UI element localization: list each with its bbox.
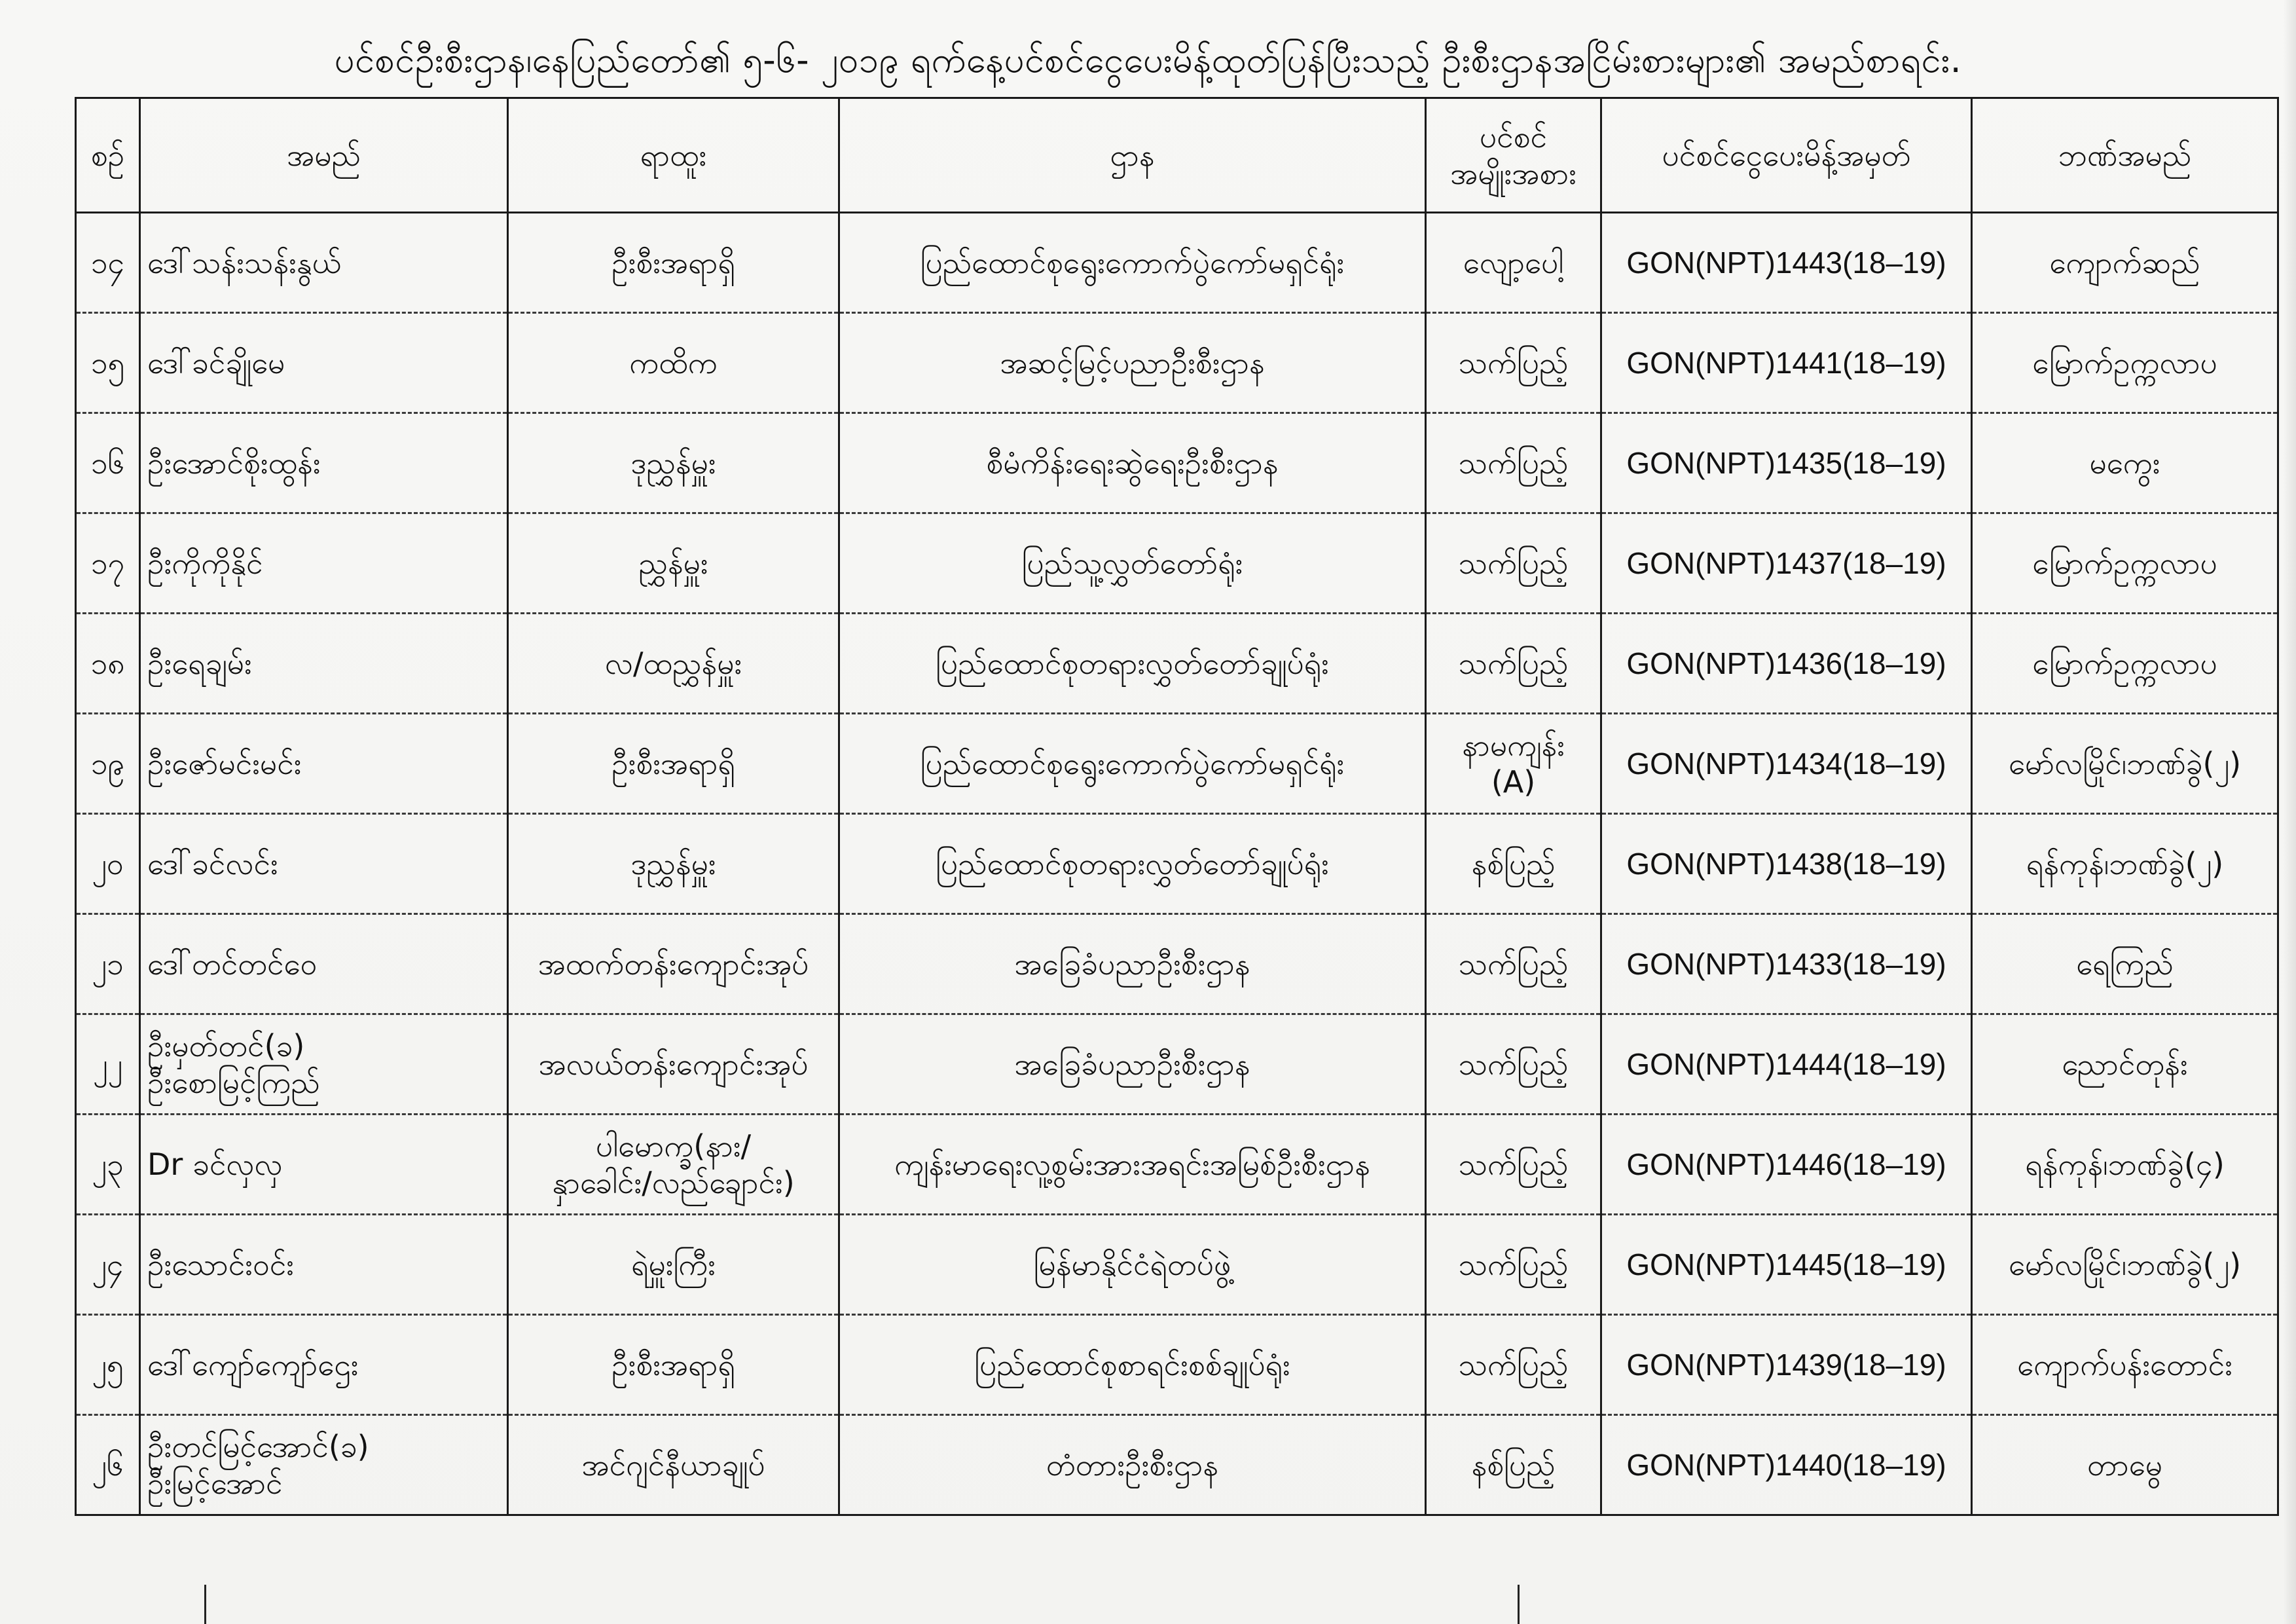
cell-pension-type [1426, 814, 1601, 914]
cell-name [140, 714, 508, 814]
cell-name-line1: Dr ခင်လှလှ [147, 1147, 283, 1182]
cell-name-line1: ဒေါ်တင်တင်ဝေ [147, 946, 318, 982]
table-row [76, 1215, 2278, 1315]
cell-department-line1: ပြည်ထောင်စုတရားလွှတ်တော်ချုပ်ရုံး [936, 846, 1329, 881]
cell-name-line1: ဦးရေချမ်း [147, 646, 252, 681]
cell-number-line1: ၂၀ [92, 846, 124, 881]
cell-pension-type [1426, 1215, 1601, 1315]
page-edge-shadow [2283, 0, 2296, 1624]
cell-number [76, 814, 140, 914]
cell-number [76, 1115, 140, 1215]
cell-order-number [1601, 814, 1972, 914]
cell-bank-name [1972, 413, 2278, 513]
cell-order-number [1601, 614, 1972, 714]
cell-rank [508, 1415, 839, 1515]
cell-number [76, 1215, 140, 1315]
cell-number [76, 914, 140, 1014]
cell-rank [508, 814, 839, 914]
cell-name-line1: ဦးသောင်းဝင်း [147, 1247, 294, 1282]
cell-pension-type-line1: သက်ပြည့် [1458, 1247, 1569, 1282]
header-row [76, 98, 2278, 213]
cell-order-number-line1: GON(NPT)1441(18–19) [1626, 346, 1946, 380]
cell-bank-name [1972, 513, 2278, 614]
cell-order-number-line1: GON(NPT)1435(18–19) [1626, 446, 1946, 480]
cell-name-line1: ဦးတင်မြင့်အောင်(ခ) [147, 1429, 369, 1464]
cell-name-line1: ဦးကိုကိုနိုင် [147, 545, 263, 581]
cell-pension-type [1426, 614, 1601, 714]
cell-pension-type [1426, 914, 1601, 1014]
cell-pension-type-line1: သက်ပြည့် [1458, 345, 1569, 380]
cell-pension-type-line1: သက်ပြည့် [1458, 1046, 1569, 1082]
cell-name [140, 1115, 508, 1215]
header-no: စဉ် [76, 98, 140, 213]
cell-department-line1: ပြည်ထောင်စုတရားလွှတ်တော်ချုပ်ရုံး [936, 646, 1329, 681]
cell-number-line1: ၂၂ [92, 1046, 123, 1082]
header-bank-name: ဘဏ်အမည် [1972, 98, 2278, 213]
cell-department [839, 1315, 1426, 1415]
cell-bank-name-line1: မကွေး [2089, 445, 2160, 481]
cell-pension-type [1426, 413, 1601, 513]
header-department: ဌာန [839, 98, 1426, 213]
cell-number-line1: ၁၈ [90, 646, 125, 681]
cell-number [76, 714, 140, 814]
cell-rank [508, 1315, 839, 1415]
cell-name [140, 1014, 508, 1115]
cell-order-number [1601, 914, 1972, 1014]
table-row [76, 1115, 2278, 1215]
cell-department [839, 513, 1426, 614]
cell-bank-name-line1: ရေကြည် [2076, 946, 2174, 982]
cell-bank-name [1972, 814, 2278, 914]
cell-department-line1: ကျန်းမာရေးလူ့စွမ်းအားအရင်းအမြစ်ဦးစီးဌာန [894, 1147, 1370, 1182]
cell-rank [508, 1215, 839, 1315]
cell-pension-type-line1: သက်ပြည့် [1458, 1347, 1569, 1382]
cell-bank-name [1972, 1014, 2278, 1115]
cell-name-line1: ဦးအောင်စိုးထွန်း [147, 445, 321, 481]
cell-department [839, 1014, 1426, 1115]
cell-number [76, 1415, 140, 1515]
cell-bank-name-line1: တာမွေ [2087, 1447, 2162, 1483]
cell-bank-name [1972, 914, 2278, 1014]
cell-order-number [1601, 313, 1972, 413]
cell-name [140, 213, 508, 313]
cell-department-line1: ပြည်ထောင်စုစာရင်းစစ်ချုပ်ရုံး [974, 1347, 1290, 1382]
cell-rank [508, 714, 839, 814]
cell-number [76, 1315, 140, 1415]
cell-order-number-line1: GON(NPT)1433(18–19) [1626, 947, 1946, 981]
table-row [76, 413, 2278, 513]
cell-pension-type [1426, 313, 1601, 413]
table-row [76, 513, 2278, 614]
cell-rank-line1: အလယ်တန်းကျောင်းအုပ် [538, 1046, 809, 1082]
cell-number [76, 614, 140, 714]
cell-name-line1: ဦးဇော်မင်းမင်း [147, 746, 302, 781]
table-row [76, 1014, 2278, 1115]
cell-rank-line1: အင်ဂျင်နီယာချုပ် [581, 1447, 765, 1483]
cell-rank-line2: နှာခေါင်း/လည်ချောင်း) [552, 1165, 795, 1200]
cell-department [839, 213, 1426, 313]
cell-pension-type-line1: နစ်ပြည့် [1471, 1447, 1556, 1483]
cell-pension-type-line1: သက်ပြည့် [1458, 1147, 1569, 1182]
cell-number-line1: ၁၇ [90, 545, 125, 581]
cell-number [76, 413, 140, 513]
cell-department-line1: မြန်မာနိုင်ငံရဲတပ်ဖွဲ့ [1033, 1247, 1231, 1282]
cell-bank-name-line1: ရန်ကုန်၊ဘဏ်ခွဲ(၂) [2026, 846, 2224, 881]
cell-pension-type [1426, 1415, 1601, 1515]
cell-department-line1: ပြည်သူ့လွှတ်တော်ရုံး [1021, 545, 1243, 581]
cell-department [839, 814, 1426, 914]
cell-bank-name [1972, 614, 2278, 714]
cell-order-number [1601, 1415, 1972, 1515]
cell-pension-type-line1: သက်ပြည့် [1458, 545, 1569, 581]
cell-department-line1: စီမံကိန်းရေးဆွဲရေးဦးစီးဌာန [986, 445, 1279, 481]
cell-rank-line1: ဦးစီးအရာရှိ [611, 746, 735, 781]
cell-order-number-line1: GON(NPT)1440(18–19) [1626, 1448, 1946, 1482]
table-body [76, 213, 2278, 1515]
table-row [76, 1415, 2278, 1515]
cell-number-line1: ၂၁ [92, 946, 124, 982]
cell-name [140, 313, 508, 413]
cell-order-number [1601, 714, 1972, 814]
header-pension-type-line2: အမျိုးအစား [1450, 156, 1576, 191]
cell-name [140, 1215, 508, 1315]
cell-order-number [1601, 513, 1972, 614]
cell-pension-type-line1: နစ်ပြည့် [1471, 846, 1556, 881]
cell-bank-name-line1: ကျောက်ပန်းတောင်း [2017, 1347, 2232, 1382]
cell-bank-name [1972, 213, 2278, 313]
cell-department [839, 1215, 1426, 1315]
cell-number-line1: ၂၅ [92, 1347, 124, 1382]
cell-number [76, 313, 140, 413]
cell-number-line1: ၂၄ [92, 1247, 124, 1282]
cell-department [839, 614, 1426, 714]
cell-name-line1: ဒေါ်ကျော်ကျော်ဌေး [147, 1347, 359, 1382]
table-row [76, 313, 2278, 413]
header-pension-type-line1: ပင်စင် [1479, 119, 1548, 155]
cell-rank [508, 413, 839, 513]
cell-pension-type-line1: လျော့ပေါ့ [1463, 245, 1564, 280]
cell-rank-line1: ညွှန်မှူး [638, 545, 708, 581]
cell-pension-type-line2: (A) [1491, 764, 1536, 800]
cell-department-line1: အခြေခံပညာဦးစီးဌာန [1014, 1046, 1250, 1082]
cell-pension-type-line1: သက်ပြည့် [1458, 946, 1569, 982]
cell-pension-type [1426, 1315, 1601, 1415]
cell-order-number-line1: GON(NPT)1445(18–19) [1626, 1247, 1946, 1282]
bottom-rule-left [204, 1585, 206, 1624]
cell-department-line1: အဆင့်မြင့်ပညာဦးစီးဌာန [1000, 345, 1265, 380]
bottom-rule-right [1518, 1585, 1520, 1624]
cell-name-line2: ဦးမြင့်အောင် [147, 1466, 283, 1501]
cell-order-number-line1: GON(NPT)1438(18–19) [1626, 847, 1946, 881]
header-name: အမည် [140, 98, 508, 213]
cell-rank [508, 614, 839, 714]
cell-bank-name-line1: မော်လမြိုင်၊ဘဏ်ခွဲ(၂) [2008, 1247, 2242, 1282]
cell-name [140, 513, 508, 614]
cell-pension-type-line1: သက်ပြည့် [1458, 646, 1569, 681]
cell-name-line1: ဦးမှတ်တင်(ခ) [147, 1028, 305, 1063]
cell-name-line1: ဒေါ်ခင်ချိုမေ [147, 345, 285, 380]
cell-name [140, 614, 508, 714]
cell-bank-name-line1: မြောက်ဥက္ကလာပ [2032, 646, 2217, 681]
cell-rank-line1: ရဲမှူးကြီး [631, 1247, 716, 1282]
cell-bank-name [1972, 714, 2278, 814]
cell-order-number [1601, 413, 1972, 513]
cell-bank-name-line1: မော်လမြိုင်၊ဘဏ်ခွဲ(၂) [2008, 746, 2242, 781]
cell-order-number [1601, 1215, 1972, 1315]
cell-bank-name-line1: ရန်ကုန်၊ဘဏ်ခွဲ(၄) [2025, 1147, 2225, 1182]
table-row [76, 914, 2278, 1014]
cell-name [140, 814, 508, 914]
cell-department [839, 714, 1426, 814]
cell-rank-line1: ဦးစီးအရာရှိ [611, 1347, 735, 1382]
cell-bank-name [1972, 1415, 2278, 1515]
cell-rank-line1: ဦးစီးအရာရှိ [611, 245, 735, 280]
header-pension-type [1426, 98, 1601, 213]
cell-order-number-line1: GON(NPT)1443(18–19) [1626, 246, 1946, 280]
cell-order-number-line1: GON(NPT)1444(18–19) [1626, 1047, 1946, 1081]
table-row [76, 213, 2278, 313]
cell-order-number-line1: GON(NPT)1434(18–19) [1626, 747, 1946, 781]
cell-department [839, 914, 1426, 1014]
cell-rank [508, 313, 839, 413]
cell-rank-line1: အထက်တန်းကျောင်းအုပ် [538, 946, 809, 982]
cell-number-line1: ၂၆ [92, 1447, 124, 1483]
cell-number-line1: ၁၅ [90, 345, 125, 380]
cell-pension-type-line1: နာမကျန်း [1462, 728, 1565, 763]
cell-rank [508, 213, 839, 313]
cell-department-line1: ပြည်ထောင်စုရွေးကောက်ပွဲကော်မရှင်ရုံး [920, 746, 1345, 781]
cell-order-number-line1: GON(NPT)1436(18–19) [1626, 646, 1946, 680]
pension-roster-table [75, 97, 2279, 1516]
cell-department [839, 1115, 1426, 1215]
cell-rank-line1: လ/ထညွှန်မှူး [604, 646, 742, 681]
cell-rank [508, 513, 839, 614]
cell-name-line1: ဒေါ်ခင်လင်း [147, 846, 278, 881]
table-row [76, 814, 2278, 914]
table-row [76, 614, 2278, 714]
cell-order-number-line1: GON(NPT)1439(18–19) [1626, 1348, 1946, 1382]
cell-bank-name [1972, 313, 2278, 413]
document-title: ပင်စင်ဦးစီးဌာန၊နေပြည်တော်၏ ၅-၆- ၂၀၁၉ ရက်နေ့ပင်စင်ငွေပေးမိန့်ထုတ်ပြန်ပြီးသည့် ဦးစီးဌာနအငြိမ်းစားများ၏ အမည်စာရင်း. [334, 39, 1962, 81]
cell-number [76, 513, 140, 614]
cell-order-number-line1: GON(NPT)1446(18–19) [1626, 1147, 1946, 1181]
cell-name [140, 1315, 508, 1415]
cell-order-number [1601, 1315, 1972, 1415]
cell-number [76, 1014, 140, 1115]
cell-pension-type-line1: သက်ပြည့် [1458, 445, 1569, 481]
cell-rank [508, 914, 839, 1014]
cell-order-number [1601, 1115, 1972, 1215]
cell-department [839, 1415, 1426, 1515]
cell-name [140, 413, 508, 513]
cell-bank-name [1972, 1215, 2278, 1315]
cell-number-line1: ၂၃ [92, 1147, 124, 1182]
cell-bank-name-line1: ကျောက်ဆည် [2049, 245, 2200, 280]
cell-name [140, 1415, 508, 1515]
cell-rank [508, 1115, 839, 1215]
cell-department [839, 413, 1426, 513]
cell-order-number [1601, 213, 1972, 313]
cell-rank-line1: ကထိက [629, 345, 718, 380]
cell-rank-line1: ပါမောက္ခ(နား/ [595, 1128, 752, 1164]
cell-department [839, 313, 1426, 413]
cell-rank [508, 1014, 839, 1115]
cell-pension-type [1426, 513, 1601, 614]
cell-department-line1: ပြည်ထောင်စုရွေးကောက်ပွဲကော်မရှင်ရုံး [920, 245, 1345, 280]
cell-number-line1: ၁၄ [90, 245, 125, 280]
cell-name [140, 914, 508, 1014]
cell-name-line2: ဦးစောမြင့်ကြည် [147, 1065, 320, 1100]
cell-department-line1: အခြေခံပညာဦးစီးဌာန [1014, 946, 1250, 982]
cell-name-line1: ဒေါ်သန်းသန်းနွယ် [147, 245, 342, 280]
cell-department-line1: တံတားဦးစီးဌာန [1046, 1447, 1219, 1483]
cell-rank-line1: ဒုညွှန်မှူး [630, 445, 716, 481]
cell-pension-type [1426, 1115, 1601, 1215]
cell-pension-type [1426, 1014, 1601, 1115]
cell-bank-name [1972, 1115, 2278, 1215]
cell-number-line1: ၁၆ [90, 445, 125, 481]
header-rank: ရာထူး [508, 98, 839, 213]
cell-pension-type [1426, 714, 1601, 814]
cell-bank-name-line1: မြောက်ဥက္ကလာပ [2032, 345, 2217, 380]
cell-bank-name [1972, 1315, 2278, 1415]
cell-order-number-line1: GON(NPT)1437(18–19) [1626, 546, 1946, 580]
cell-rank-line1: ဒုညွှန်မှူး [630, 846, 716, 881]
cell-number [76, 213, 140, 313]
cell-pension-type [1426, 213, 1601, 313]
table-row [76, 1315, 2278, 1415]
cell-order-number [1601, 1014, 1972, 1115]
cell-bank-name-line1: မြောက်ဥက္ကလာပ [2032, 545, 2217, 581]
header-order-number: ပင်စင်ငွေပေးမိန့်အမှတ် [1601, 98, 1972, 213]
table-header [76, 98, 2278, 213]
table-row [76, 714, 2278, 814]
cell-number-line1: ၁၉ [90, 746, 125, 781]
cell-bank-name-line1: ညောင်တုန်း [2062, 1046, 2188, 1082]
